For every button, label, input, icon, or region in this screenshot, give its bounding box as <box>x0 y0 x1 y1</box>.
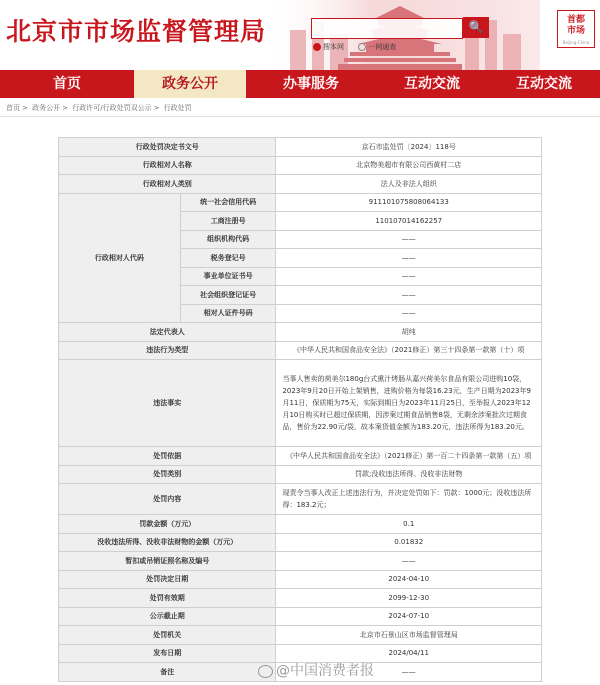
code-label: 组织机构代码 <box>180 230 276 249</box>
search-scope-site[interactable]: 搜本网 <box>313 43 344 51</box>
rep-value: 胡纯 <box>276 323 542 342</box>
code-value: —— <box>276 230 542 249</box>
party-name-label: 行政相对人名称 <box>59 156 276 175</box>
nav-home[interactable]: 首页 <box>53 76 81 92</box>
code-label: 统一社会信用代码 <box>180 193 276 212</box>
decision-date-label: 处罚决定日期 <box>59 570 276 589</box>
table-row <box>59 465 542 484</box>
confiscate-value: 0.01832 <box>276 533 542 552</box>
remark-label: 备注 <box>59 663 276 682</box>
code-label: 税务登记号 <box>180 249 276 268</box>
main-nav <box>0 70 600 98</box>
table-row <box>59 607 542 626</box>
logo-text: 首都市场 <box>566 15 585 36</box>
remark-value: —— <box>276 663 542 682</box>
breadcrumb-home[interactable]: 首页 <box>6 104 20 112</box>
search-icon: 🔍 <box>468 20 484 34</box>
table-row <box>59 515 542 534</box>
content-label: 处罚内容 <box>59 484 276 515</box>
radio-selected-icon <box>313 43 321 51</box>
nav-services[interactable]: 办事服务 <box>283 76 339 92</box>
breadcrumb-penalty[interactable]: 行政处罚 <box>163 104 192 112</box>
weibo-watermark <box>258 660 374 680</box>
nav-interaction[interactable]: 互动交流 <box>404 76 460 92</box>
code-label: 事业单位证书号 <box>180 267 276 286</box>
authority-value: 北京市石景山区市场监督管理局 <box>276 626 542 645</box>
search-scope-all[interactable]: 一网通查 <box>358 43 396 51</box>
table-row <box>59 552 542 571</box>
decision-date-value: 2024-04-10 <box>276 570 542 589</box>
release-label: 发布日期 <box>59 644 276 663</box>
code-value: —— <box>276 286 542 305</box>
basis-label: 处罚依据 <box>59 447 276 466</box>
table-row <box>59 323 542 342</box>
nav-gov-affairs[interactable]: 政务公开 <box>134 70 246 98</box>
divider <box>0 116 600 117</box>
code-label: 相对人证件号码 <box>180 304 276 323</box>
violation-type-value: 《中华人民共和国食品安全法》（2021修正）第三十四条第一款第（十）项 <box>276 341 542 360</box>
fine-value: 0.1 <box>276 515 542 534</box>
table-row <box>59 484 542 515</box>
table-row <box>59 447 542 466</box>
search-input[interactable] <box>311 18 463 39</box>
publish-end-value: 2024-07-10 <box>276 607 542 626</box>
watermark-text: @中国消费者报 <box>276 663 374 679</box>
valid-label: 处罚有效期 <box>59 589 276 608</box>
code-value: —— <box>276 267 542 286</box>
search-button[interactable] <box>463 17 489 38</box>
site-header <box>0 0 600 70</box>
release-value: 2024/04/11 <box>276 644 542 663</box>
doc-no-value: 京石市监处罚〔2024〕118号 <box>276 138 542 157</box>
party-code-label: 行政相对人代码 <box>59 193 181 323</box>
table-row <box>59 589 542 608</box>
violation-type-label: 违法行为类型 <box>59 341 276 360</box>
code-value: 110107014162257 <box>276 212 542 231</box>
party-type-value: 法人及非法人组织 <box>276 175 542 194</box>
fine-label: 罚款金额（万元） <box>59 515 276 534</box>
publish-end-label: 公示截止期 <box>59 607 276 626</box>
content-value: 现责令当事人改正上述违法行为，并决定处罚如下：罚款：1000元；没收违法所得：183.2元； <box>276 484 542 515</box>
capital-market-logo[interactable] <box>557 10 595 48</box>
nav-interaction-2[interactable]: 互动交流 <box>516 76 572 92</box>
weibo-icon <box>258 665 273 678</box>
logo-subtext: Beijing-China <box>562 40 590 45</box>
suspend-value: —— <box>276 552 542 571</box>
penalty-detail-table <box>58 137 542 682</box>
table-row <box>59 156 542 175</box>
breadcrumb-gov[interactable]: 政务公开 <box>32 104 61 112</box>
radio-unselected-icon <box>358 43 366 51</box>
search-scope-options <box>313 42 408 52</box>
table-row <box>59 570 542 589</box>
table-row <box>59 175 542 194</box>
site-title: 北京市市场监督管理局 <box>6 17 267 46</box>
basis-value: 《中华人民共和国食品安全法》（2021修正）第一百二十四条第一款第（五）项 <box>276 447 542 466</box>
suspend-label: 暂扣或吊销证照名称及编号 <box>59 552 276 571</box>
code-value: —— <box>276 249 542 268</box>
code-label: 社会组织登记证号 <box>180 286 276 305</box>
valid-value: 2099-12-30 <box>276 589 542 608</box>
table-row <box>59 626 542 645</box>
code-label: 工商注册号 <box>180 212 276 231</box>
table-row <box>59 193 542 212</box>
confiscate-label: 没收违法所得、没收非法财物的金额（万元） <box>59 533 276 552</box>
breadcrumb: 首页 > 政务公开 > 行政许可/行政处罚双公示 > 行政处罚 <box>6 104 192 112</box>
doc-no-label: 行政处罚决定书文号 <box>59 138 276 157</box>
facts-value: 当事人售卖的荷美尔180g台式熏汁烤肠从嘉兴荷美尔食品有限公司进购10袋，2023年9月20日开始上架销售，进购价格为每袋16.23元，生产日期为2023年9月11日，保质期为75天，实际到期日为2023年11月25日，至举报人2023年12月10日购买时已超过保质期，因涉案过期食品销售8袋，无剩余涉案批次过期食品，售价为22.90元/袋，故本案货值金额为183.20元，违法所得为183.20元。 <box>276 360 542 447</box>
party-type-label: 行政相对人类别 <box>59 175 276 194</box>
rep-label: 法定代表人 <box>59 323 276 342</box>
code-value: —— <box>276 304 542 323</box>
table-row <box>59 341 542 360</box>
category-label: 处罚类别 <box>59 465 276 484</box>
facts-label: 违法事实 <box>59 360 276 447</box>
table-row <box>59 360 542 447</box>
authority-label: 处罚机关 <box>59 626 276 645</box>
code-value: 911101075808064133 <box>276 193 542 212</box>
table-row <box>59 138 542 157</box>
party-name-value: 北京物美超市有限公司西黄村二店 <box>276 156 542 175</box>
breadcrumb-publicity[interactable]: 行政许可/行政处罚双公示 <box>72 104 152 112</box>
table-row <box>59 533 542 552</box>
category-value: 罚款;没收违法所得、没收非法财物 <box>276 465 542 484</box>
